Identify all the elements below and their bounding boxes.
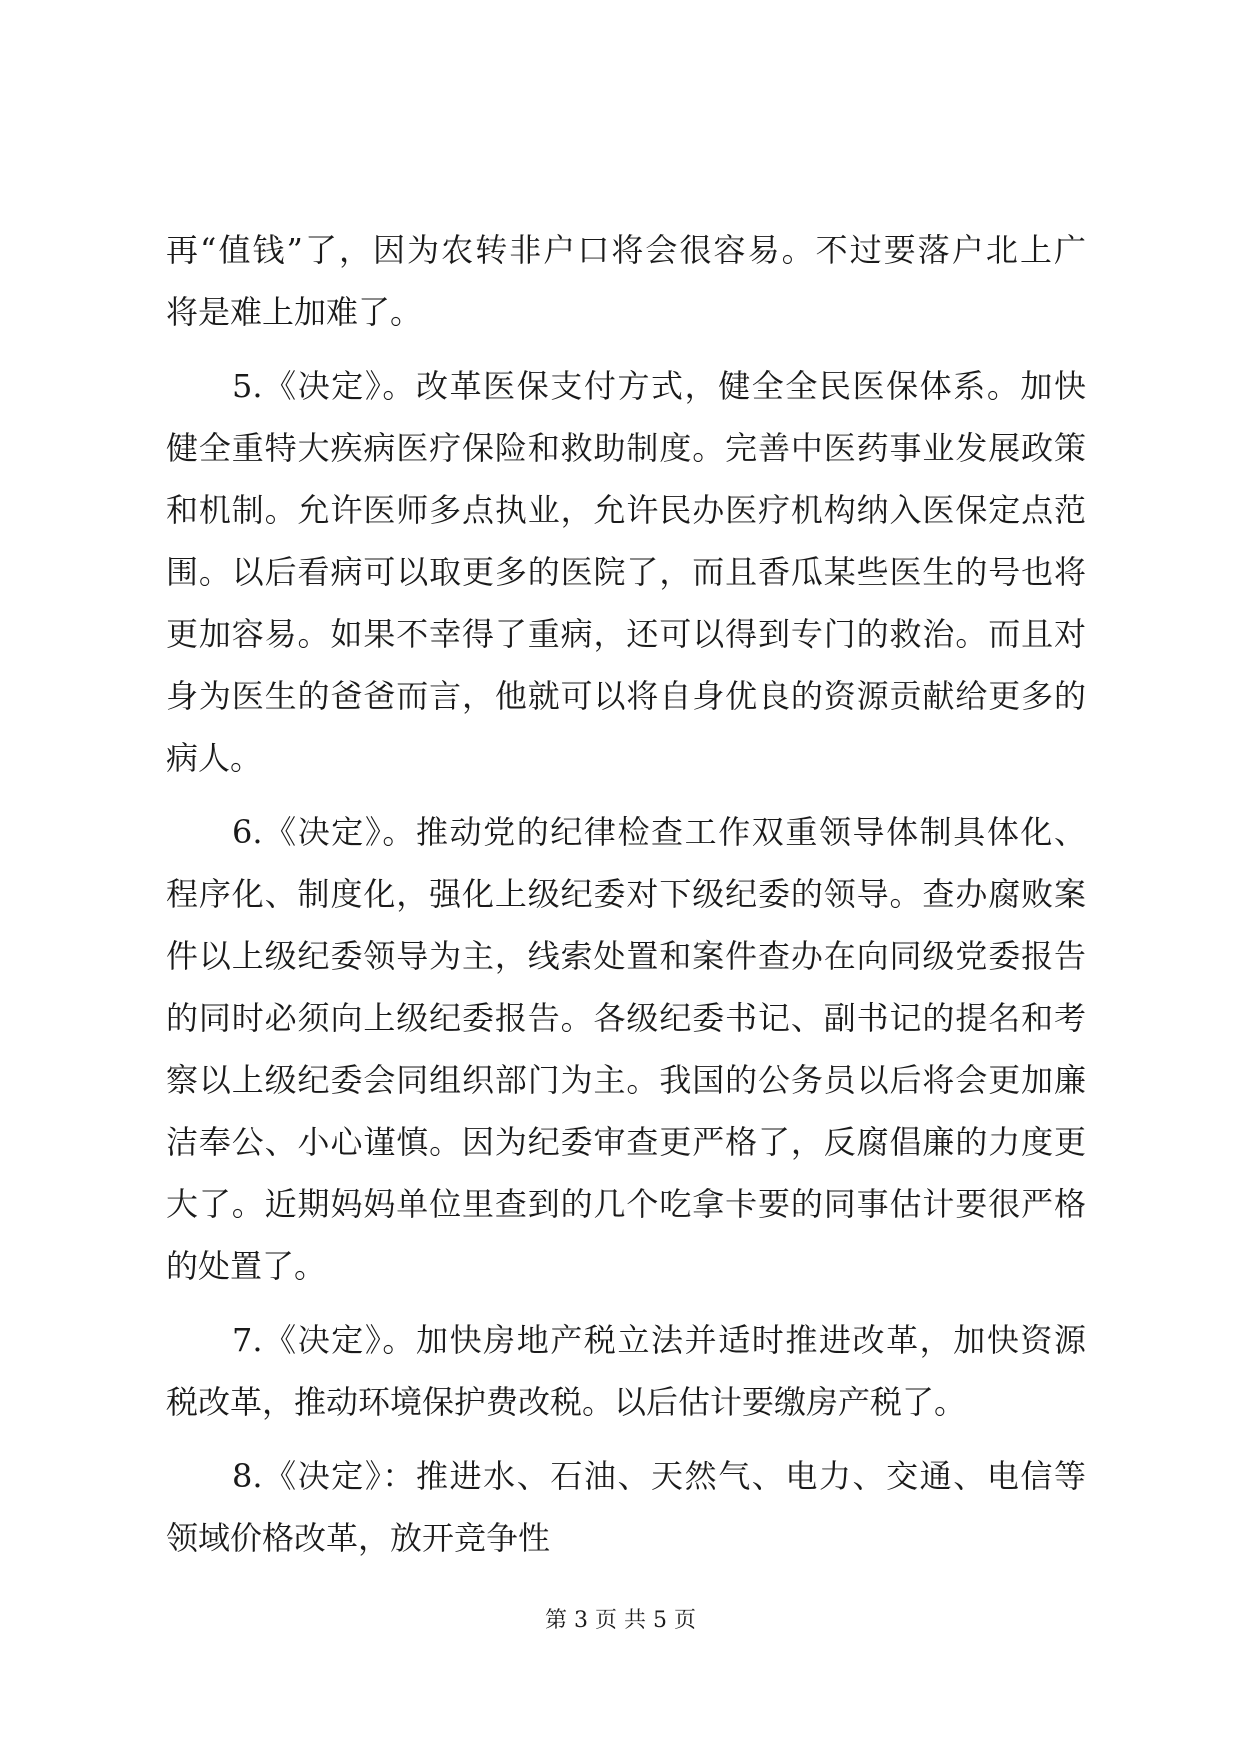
paragraph-start-7: 7.《决定》。加快房地产税立法并适时推进改革，加快资源 — [232, 1321, 1086, 1359]
text-line: 围。以后看病可以取更多的医院了，而且香瓜某些医生的号也将 — [166, 553, 1086, 591]
text-line: 洁奉公、小心谨慎。因为纪委审查更严格了，反腐倡廉的力度更 — [166, 1123, 1086, 1161]
text-line: 再“值钱”了，因为农转非户口将会很容易。不过要落户北上广 — [166, 231, 1086, 269]
text-line: 领域价格改革，放开竞争性 — [166, 1519, 551, 1557]
text-line: 大了。近期妈妈单位里查到的几个吃拿卡要的同事估计要很严格 — [166, 1185, 1086, 1223]
paragraph-start-8: 8.《决定》：推进水、石油、天然气、电力、交通、电信等 — [232, 1457, 1086, 1495]
text-line: 身为医生的爸爸而言，他就可以将自身优良的资源贡献给更多的 — [166, 677, 1086, 715]
text-line: 健全重特大疾病医疗保险和救助制度。完善中医药事业发展政策 — [166, 429, 1086, 467]
text-line: 和机制。允许医师多点执业，允许民办医疗机构纳入医保定点范 — [166, 491, 1086, 529]
paragraph-start-5: 5.《决定》。改革医保支付方式，健全全民医保体系。加快 — [232, 367, 1086, 405]
page-number-footer: 第 3 页 共 5 页 — [545, 1608, 696, 1633]
text-line: 将是难上加难了。 — [166, 293, 423, 331]
paragraph-start-6: 6.《决定》。推动党的纪律检查工作双重领导体制具体化、 — [232, 813, 1086, 851]
text-line: 更加容易。如果不幸得了重病，还可以得到专门的救治。而且对 — [166, 615, 1086, 653]
text-line: 程序化、制度化，强化上级纪委对下级纪委的领导。查办腐败案 — [166, 875, 1086, 913]
text-line: 税改革，推动环境保护费改税。以后估计要缴房产税了。 — [166, 1383, 967, 1421]
text-line: 病人。 — [166, 739, 263, 777]
text-line: 的同时必须向上级纪委报告。各级纪委书记、副书记的提名和考 — [166, 999, 1086, 1037]
text-line: 的处置了。 — [166, 1247, 327, 1285]
text-line: 件以上级纪委领导为主，线索处置和案件查办在向同级党委报告 — [166, 937, 1086, 975]
text-line: 察以上级纪委会同组织部门为主。我国的公务员以后将会更加廉 — [166, 1061, 1086, 1099]
